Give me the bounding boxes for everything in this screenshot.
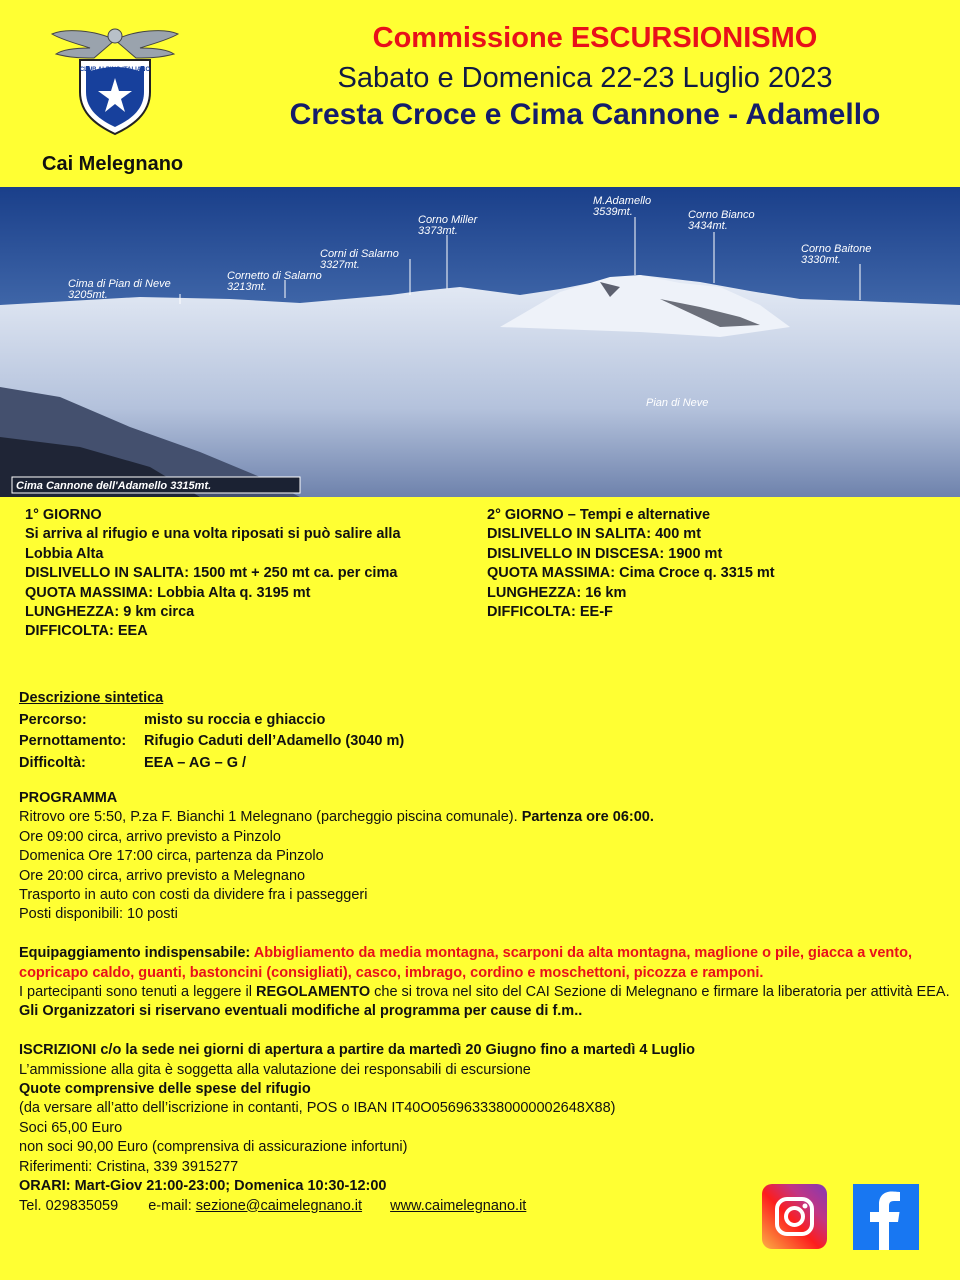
day2-line: DIFFICOLTA: EE-F (487, 604, 613, 621)
day2-details (487, 506, 775, 622)
day1-line: LUNGHEZZA: 9 km circa (25, 604, 195, 621)
day2-line: 2° GIORNO – Tempi e alternative (487, 507, 711, 523)
contact-reference: Riferimenti: Cristina, 339 3915277 (19, 1158, 239, 1175)
instagram-icon[interactable] (762, 1184, 827, 1249)
peak-label: Corni di Salarno (320, 248, 399, 260)
program-line: Ore 20:00 circa, arrivo previsto a Melegnano (19, 867, 306, 884)
equipment-label: Equipaggiamento indispensabile: (19, 945, 254, 962)
description-value: Rifugio Caduti dell’Adamello (3040 m) (144, 733, 405, 749)
peak-label: M.Adamello (593, 195, 652, 207)
plain-label: Pian di Neve (646, 397, 709, 409)
program-heading: PROGRAMMA (19, 790, 118, 806)
peak-label: Corno Miller (418, 214, 478, 226)
opening-hours: ORARI: Mart-Giov 21:00-23:00; Domenica 10:30-12:00 (19, 1178, 387, 1195)
day1-line: QUOTA MASSIMA: Lobbia Alta q. 3195 mt (25, 584, 311, 601)
fee-members: Soci 65,00 Euro (19, 1119, 123, 1136)
event-dates: Sabato e Domenica 22-23 Luglio 2023 (337, 62, 833, 94)
day2-line: QUOTA MASSIMA: Cima Croce q. 3315 mt (487, 565, 775, 582)
phone-number: Tel. 029835059 (19, 1197, 119, 1214)
email-link[interactable]: sezione@caimelegnano.it (195, 1197, 363, 1214)
facebook-icon[interactable] (853, 1184, 919, 1250)
signup-info: ISCRIZIONI c/o la sede nei giorni di apertura a partire da martedì 20 Giugno fino a martedì 4 Luglio (19, 1042, 695, 1059)
description-value: EEA – AG – G / (144, 754, 247, 771)
peak-altitude: 3539mt. (593, 206, 633, 218)
rules-text-end: che si trova nel sito del CAI Sezione di Melegnano e firmare la liberatoria per attività EEA. (370, 984, 950, 1001)
equipment-info (19, 944, 957, 983)
peak-label: Cornetto di Salarno (227, 270, 322, 282)
description-value: misto su roccia e ghiaccio (144, 711, 326, 728)
meeting-point: Ritrovo ore 5:50, P.za F. Bianchi 1 Melegnano (parcheggio piscina comunale). (19, 809, 522, 826)
program-line: Domenica Ore 17:00 circa, partenza da Pinzolo (19, 848, 324, 865)
day2-line: LUNGHEZZA: 16 km (487, 584, 627, 601)
meeting-info (19, 808, 957, 827)
description-row (19, 753, 404, 775)
program-section (19, 789, 957, 1216)
photo-caption: Cima Cannone dell'Adamello 3315mt. (16, 480, 212, 492)
program-line: Trasporto in auto con costi da dividere fra i passeggeri (19, 887, 368, 904)
day1-details (25, 506, 401, 642)
commission-title: Commissione ESCURSIONISMO (372, 22, 818, 54)
peak-altitude: 3330mt. (801, 254, 841, 266)
day2-line: DISLIVELLO IN DISCESA: 1900 mt (487, 545, 723, 562)
peak-label: Corno Baitone (801, 243, 872, 255)
organizers-note: Gli Organizzatori si riservano eventuali modifiche al programma per cause di f.m.. (19, 1003, 583, 1020)
day1-line: DIFFICOLTA: EEA (25, 623, 148, 640)
program-line: Ore 09:00 circa, arrivo previsto a Pinzolo (19, 828, 281, 845)
email-label: e-mail: (148, 1197, 196, 1214)
cai-logo (50, 22, 180, 137)
peak-altitude: 3434mt. (688, 220, 728, 232)
day1-line: DISLIVELLO IN SALITA: 1500 mt + 250 mt ca. per cima (25, 565, 398, 582)
summary-description (19, 688, 404, 774)
equipment-list: Abbigliamento da media montagna, scarponi da alta montagna, maglione o pile, giacca a vento, copricapo caldo, guanti, bastoncini (consigliati), casco, imbrago, cordino e moschettoni, picozza e ramponi. (19, 945, 912, 981)
peak-altitude: 3205mt. (68, 289, 108, 301)
description-key: Percorso: (19, 711, 87, 728)
route-title: Cresta Croce e Cima Cannone - Adamello (289, 98, 881, 131)
logo-text: CLUB ALPINO ITALIANO (79, 67, 151, 73)
fees-payment: (da versare all’atto dell’iscrizione in contanti, POS o IBAN IT40O0569633380000002648X88) (19, 1100, 616, 1117)
rules-text: I partecipanti sono tenuti a leggere il (19, 984, 256, 1001)
description-key: Pernottamento: (19, 733, 127, 749)
adamello-panorama-photo (0, 187, 960, 497)
description-row (19, 731, 404, 753)
description-heading: Descrizione sintetica (19, 690, 164, 706)
section-name: Cai Melegnano (42, 153, 184, 175)
description-key: Difficoltà: (19, 754, 86, 771)
rules-highlight: REGOLAMENTO (255, 984, 371, 1001)
fees-heading: Quote comprensive delle spese del rifugio (19, 1081, 311, 1098)
peak-label: Corno Bianco (688, 209, 755, 221)
instagram-glyph-icon (762, 1184, 827, 1249)
day1-line: Lobbia Alta (25, 545, 104, 562)
website-link[interactable]: www.caimelegnano.it (390, 1197, 527, 1214)
admission-note: L’ammissione alla gita è soggetta alla valutazione dei responsabili di escursione (19, 1061, 531, 1078)
description-row (19, 710, 404, 732)
rules-info (19, 983, 957, 1002)
peak-altitude: 3373mt. (418, 225, 458, 237)
fee-non-members: non soci 90,00 Euro (comprensiva di assicurazione infortuni) (19, 1139, 408, 1156)
departure-time: Partenza ore 06:00. (521, 809, 654, 826)
peak-altitude: 3327mt. (320, 259, 360, 271)
facebook-glyph-icon (853, 1184, 919, 1250)
day2-line: DISLIVELLO IN SALITA: 400 mt (487, 526, 702, 543)
peak-altitude: 3213mt. (227, 281, 267, 293)
peak-label: Cima di Pian di Neve (68, 278, 171, 290)
program-line: Posti disponibili: 10 posti (19, 906, 178, 923)
day1-line: 1° GIORNO (25, 507, 102, 523)
day1-line: Si arriva al rifugio e una volta riposati si può salire alla (25, 526, 401, 543)
